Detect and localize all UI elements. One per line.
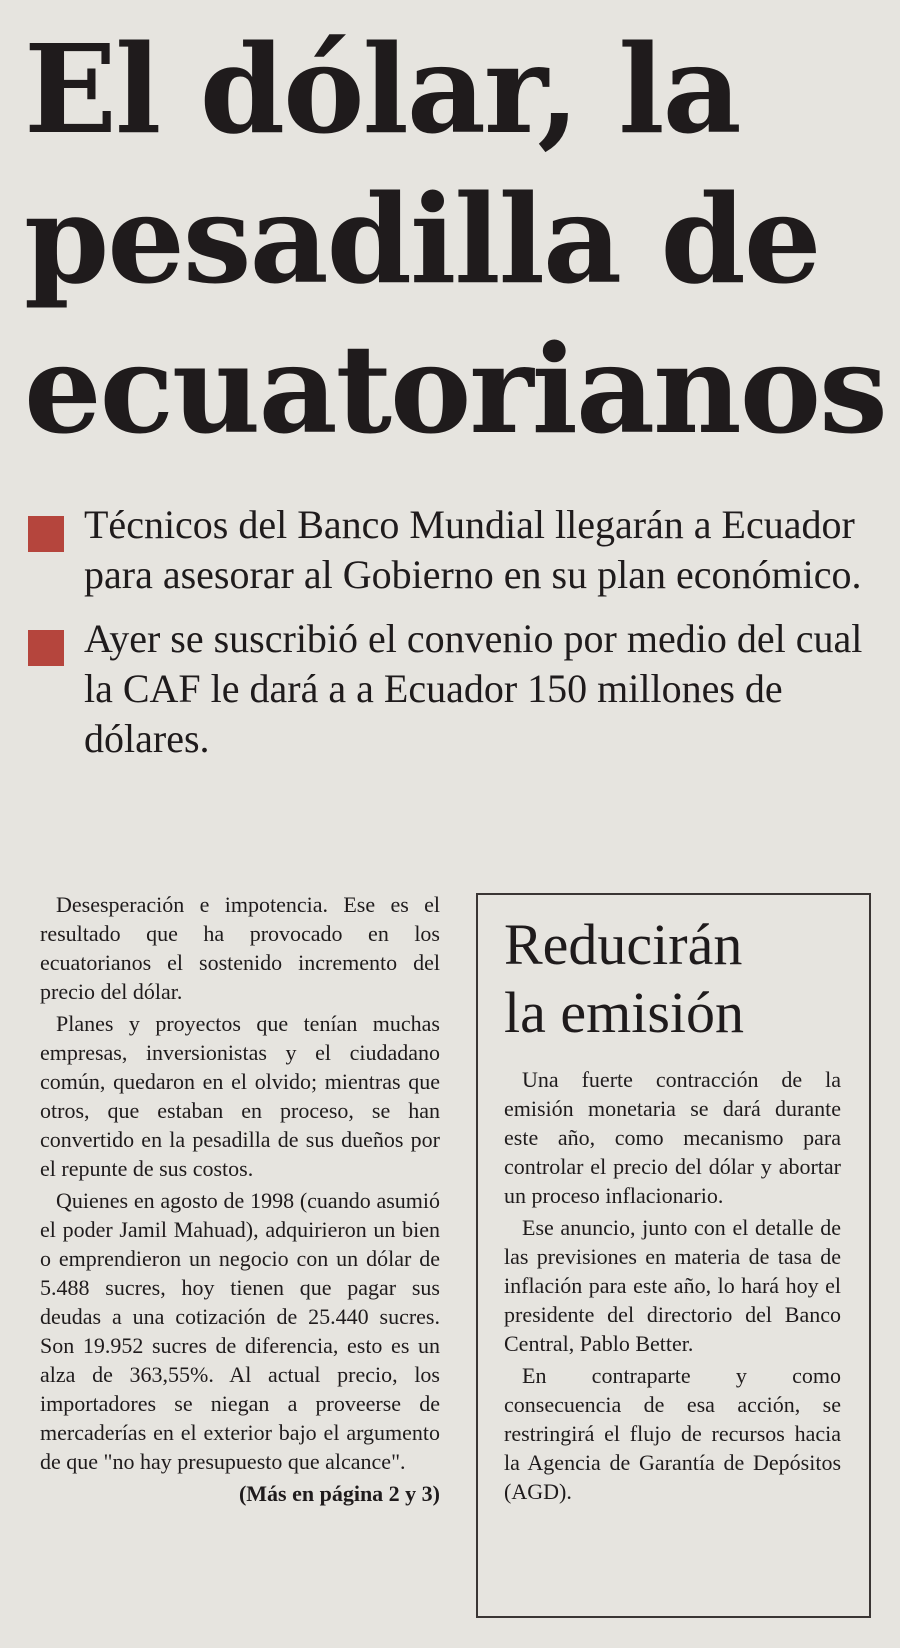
bullet-text: Técnicos del Banco Mundial llegarán a Ecuador para asesorar al Gobierno en su plan económico. bbox=[84, 502, 862, 597]
sidebar-title-line-2: la emisión bbox=[504, 980, 745, 1045]
headline-line-2: pesadilla de bbox=[24, 167, 820, 311]
headline-line-3: ecuatorianos bbox=[24, 317, 886, 461]
sidebar-paragraph: Ese anuncio, junto con el detalle de las previsiones en materia de tasa de inflación para este año, lo hará hoy el presidente del directorio del Banco Central, Pablo Better. bbox=[504, 1215, 841, 1356]
continued-on-page-note: (Más en página 2 y 3) bbox=[238, 1481, 440, 1506]
article-paragraph: Quienes en agosto de 1998 (cuando asumió el poder Jamil Mahuad), adquirieron un bien o emprendieron un negocio con un dólar de 5.488 sucres, hoy tienen que pagar sus deudas a una cotización de 25.440 sucres. Son 19.952 sucres de diferencia, esto es un alza de 363,55%. Al actual precio, los importadores se niegan a proveerse de mercaderías en el exterior bajo el argumento de que "no hay presupuesto que alcance". bbox=[40, 1188, 440, 1474]
article-body bbox=[40, 890, 440, 1508]
square-bullet-icon bbox=[28, 516, 64, 552]
bullet-item bbox=[24, 500, 884, 600]
headline bbox=[24, 14, 884, 464]
sidebar-paragraph: En contraparte y como consecuencia de esa acción, se restringirá el flujo de recursos hacia la Agencia de Garantía de Depósitos (AGD). bbox=[504, 1363, 841, 1504]
sidebar-paragraph: Una fuerte contracción de la emisión monetaria se dará durante este año, como mecanismo para controlar el precio del dólar y abortar un proceso inflacionario. bbox=[504, 1067, 841, 1208]
article-paragraph: Desesperación e impotencia. Ese es el resultado que ha provocado en los ecuatorianos el sostenido incremento del precio del dólar. bbox=[40, 892, 440, 1004]
sidebar-title bbox=[504, 911, 841, 1047]
sidebar-body bbox=[504, 1065, 841, 1506]
article-paragraph: Planes y proyectos que tenían muchas empresas, inversionistas y el ciudadano común, quedaron en el olvido; mientras que otros, que estaban en proceso, se han convertido en la pesadilla de sus dueños por el repunte de sus costos. bbox=[40, 1011, 440, 1181]
summary-bullets bbox=[24, 500, 884, 778]
bullet-item bbox=[24, 614, 884, 764]
sidebar-title-line-1: Reducirán bbox=[504, 912, 743, 977]
headline-line-1: El dólar, la bbox=[24, 17, 740, 161]
bullet-text: Ayer se suscribió el convenio por medio del cual la CAF le dará a a Ecuador 150 millones de dólares. bbox=[84, 616, 863, 761]
square-bullet-icon bbox=[28, 630, 64, 666]
sidebar-box bbox=[476, 893, 871, 1618]
